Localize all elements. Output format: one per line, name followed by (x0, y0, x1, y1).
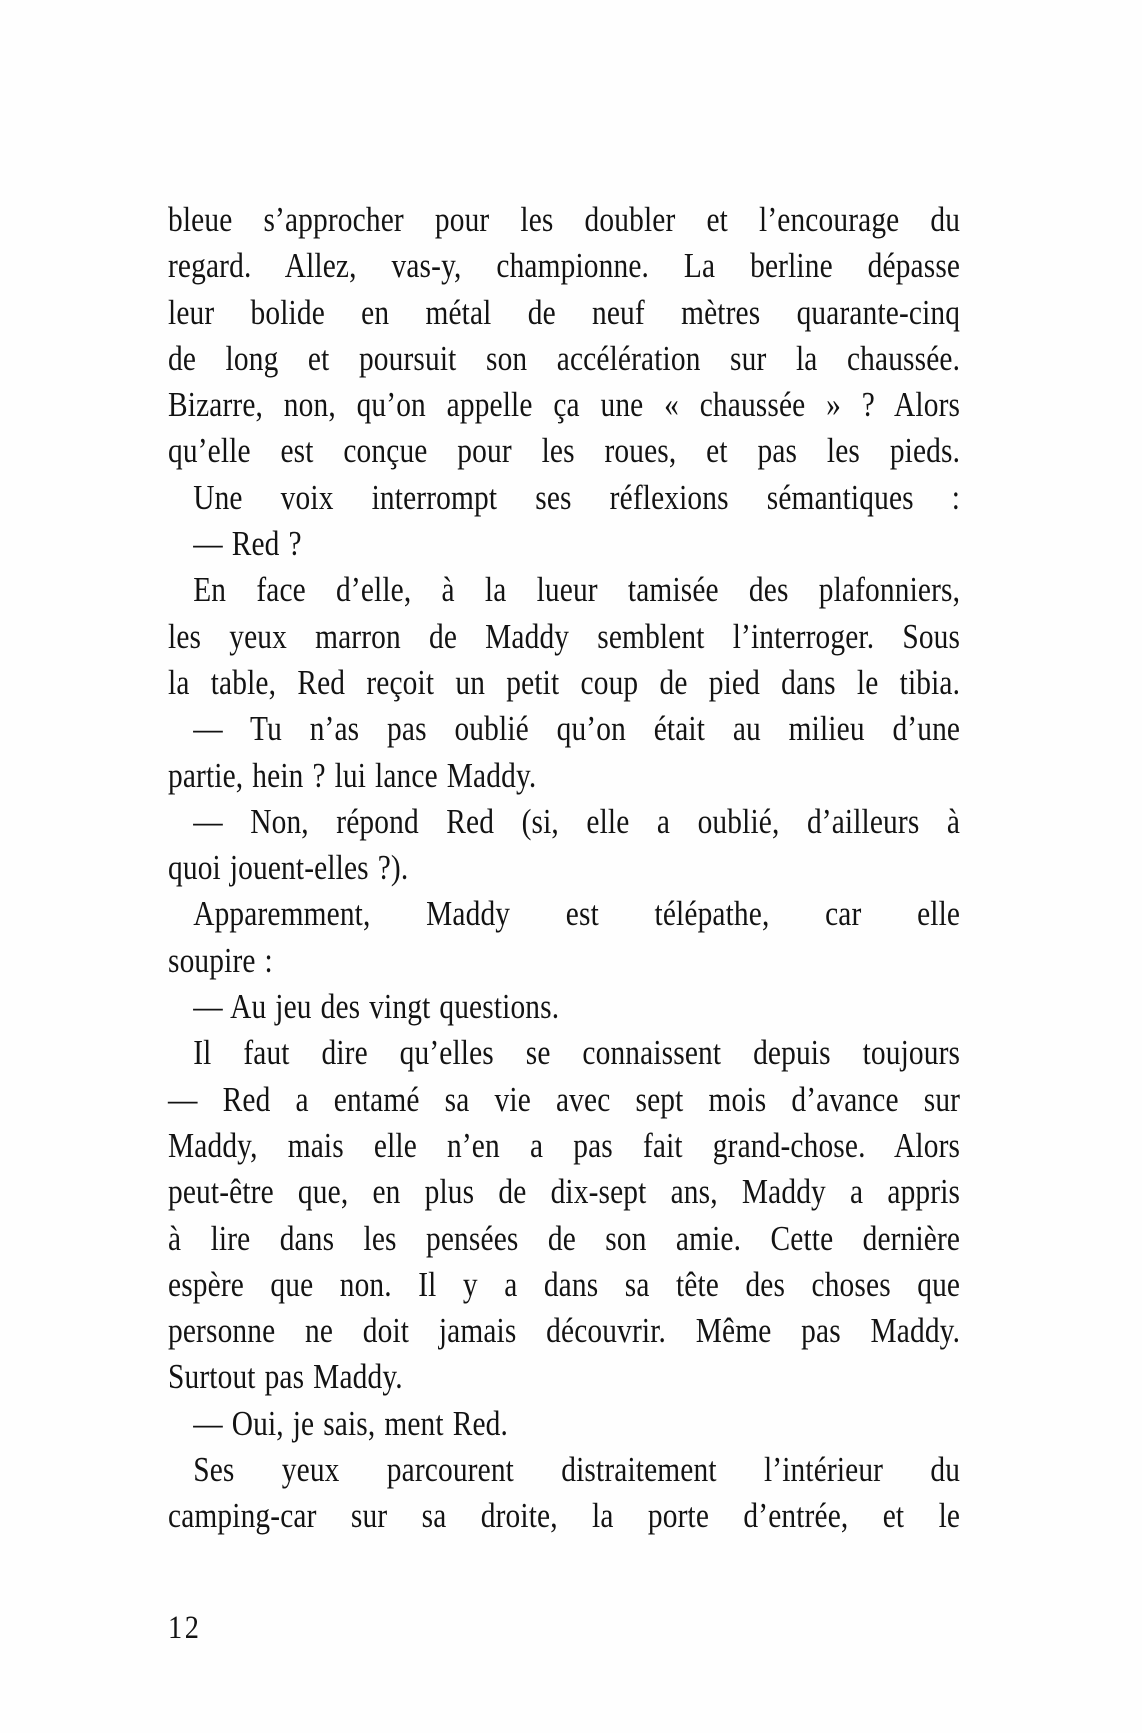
text-line: Apparemment, Maddy est télépathe, car elle (193, 894, 961, 934)
text-line: de long et poursuit son accélération sur la chaussée. (168, 338, 961, 378)
text-line: — Non, répond Red (si, elle a oublié, d’ailleurs à (193, 801, 961, 841)
text-line: Il faut dire qu’elles se connaissent depuis toujours (193, 1033, 961, 1073)
text-line: quoi jouent-elles ?). (168, 848, 409, 888)
paragraph (168, 1030, 960, 1400)
text-line: Ses yeux parcourent distraitement l’intérieur du (193, 1450, 961, 1490)
text-line: peut-être que, en plus de dix-sept ans, Maddy a appris (168, 1172, 961, 1212)
text-block (168, 197, 960, 1540)
text-line: — Red ? (193, 524, 302, 564)
paragraph (168, 799, 960, 892)
text-line: En face d’elle, à la lueur tamisée des plafonniers, (193, 570, 961, 610)
text-line: partie, hein ? lui lance Maddy. (168, 755, 537, 795)
text-line: — Tu n’as pas oublié qu’on était au milieu d’une (193, 709, 961, 749)
text-line: leur bolide en métal de neuf mètres quarante-cinq (168, 292, 961, 332)
text-line: espère que non. Il y a dans sa tête des choses que (168, 1264, 961, 1304)
paragraph (168, 984, 960, 1030)
paragraph (168, 521, 960, 567)
text-line: soupire : (168, 940, 273, 980)
paragraph (168, 567, 960, 706)
text-line: la table, Red reçoit un petit coup de pied dans le tibia. (168, 662, 961, 702)
text-line: à lire dans les pensées de son amie. Cette dernière (168, 1218, 961, 1258)
paragraph (168, 197, 960, 475)
paragraph (168, 891, 960, 984)
text-line: personne ne doit jamais découvrir. Même pas Maddy. (168, 1311, 961, 1351)
text-line: qu’elle est conçue pour les roues, et pas les pieds. (168, 431, 961, 471)
text-line: les yeux marron de Maddy semblent l’interroger. Sous (168, 616, 961, 656)
text-line: camping-car sur sa droite, la porte d’entrée, et le (168, 1496, 961, 1536)
text-line: bleue s’approcher pour les doubler et l’encourage du (168, 200, 961, 239)
paragraph (168, 1447, 960, 1540)
page-number: 12 (168, 1610, 202, 1646)
text-line: — Au jeu des vingt questions. (193, 987, 560, 1027)
paragraph (168, 706, 960, 799)
paragraph (168, 1401, 960, 1447)
text-line: Maddy, mais elle n’en a pas fait grand-chose. Alors (168, 1125, 961, 1165)
text-line: Bizarre, non, qu’on appelle ça une « chaussée » ? Alors (168, 385, 961, 425)
text-line: — Oui, je sais, ment Red. (193, 1403, 508, 1443)
text-line: Une voix interrompt ses réflexions sémantiques : (193, 477, 961, 517)
paragraph (168, 475, 960, 521)
text-line: regard. Allez, vas-y, championne. La berline dépasse (168, 246, 961, 286)
text-line: — Red a entamé sa vie avec sept mois d’avance sur (168, 1079, 961, 1119)
text-line: Surtout pas Maddy. (168, 1357, 403, 1397)
